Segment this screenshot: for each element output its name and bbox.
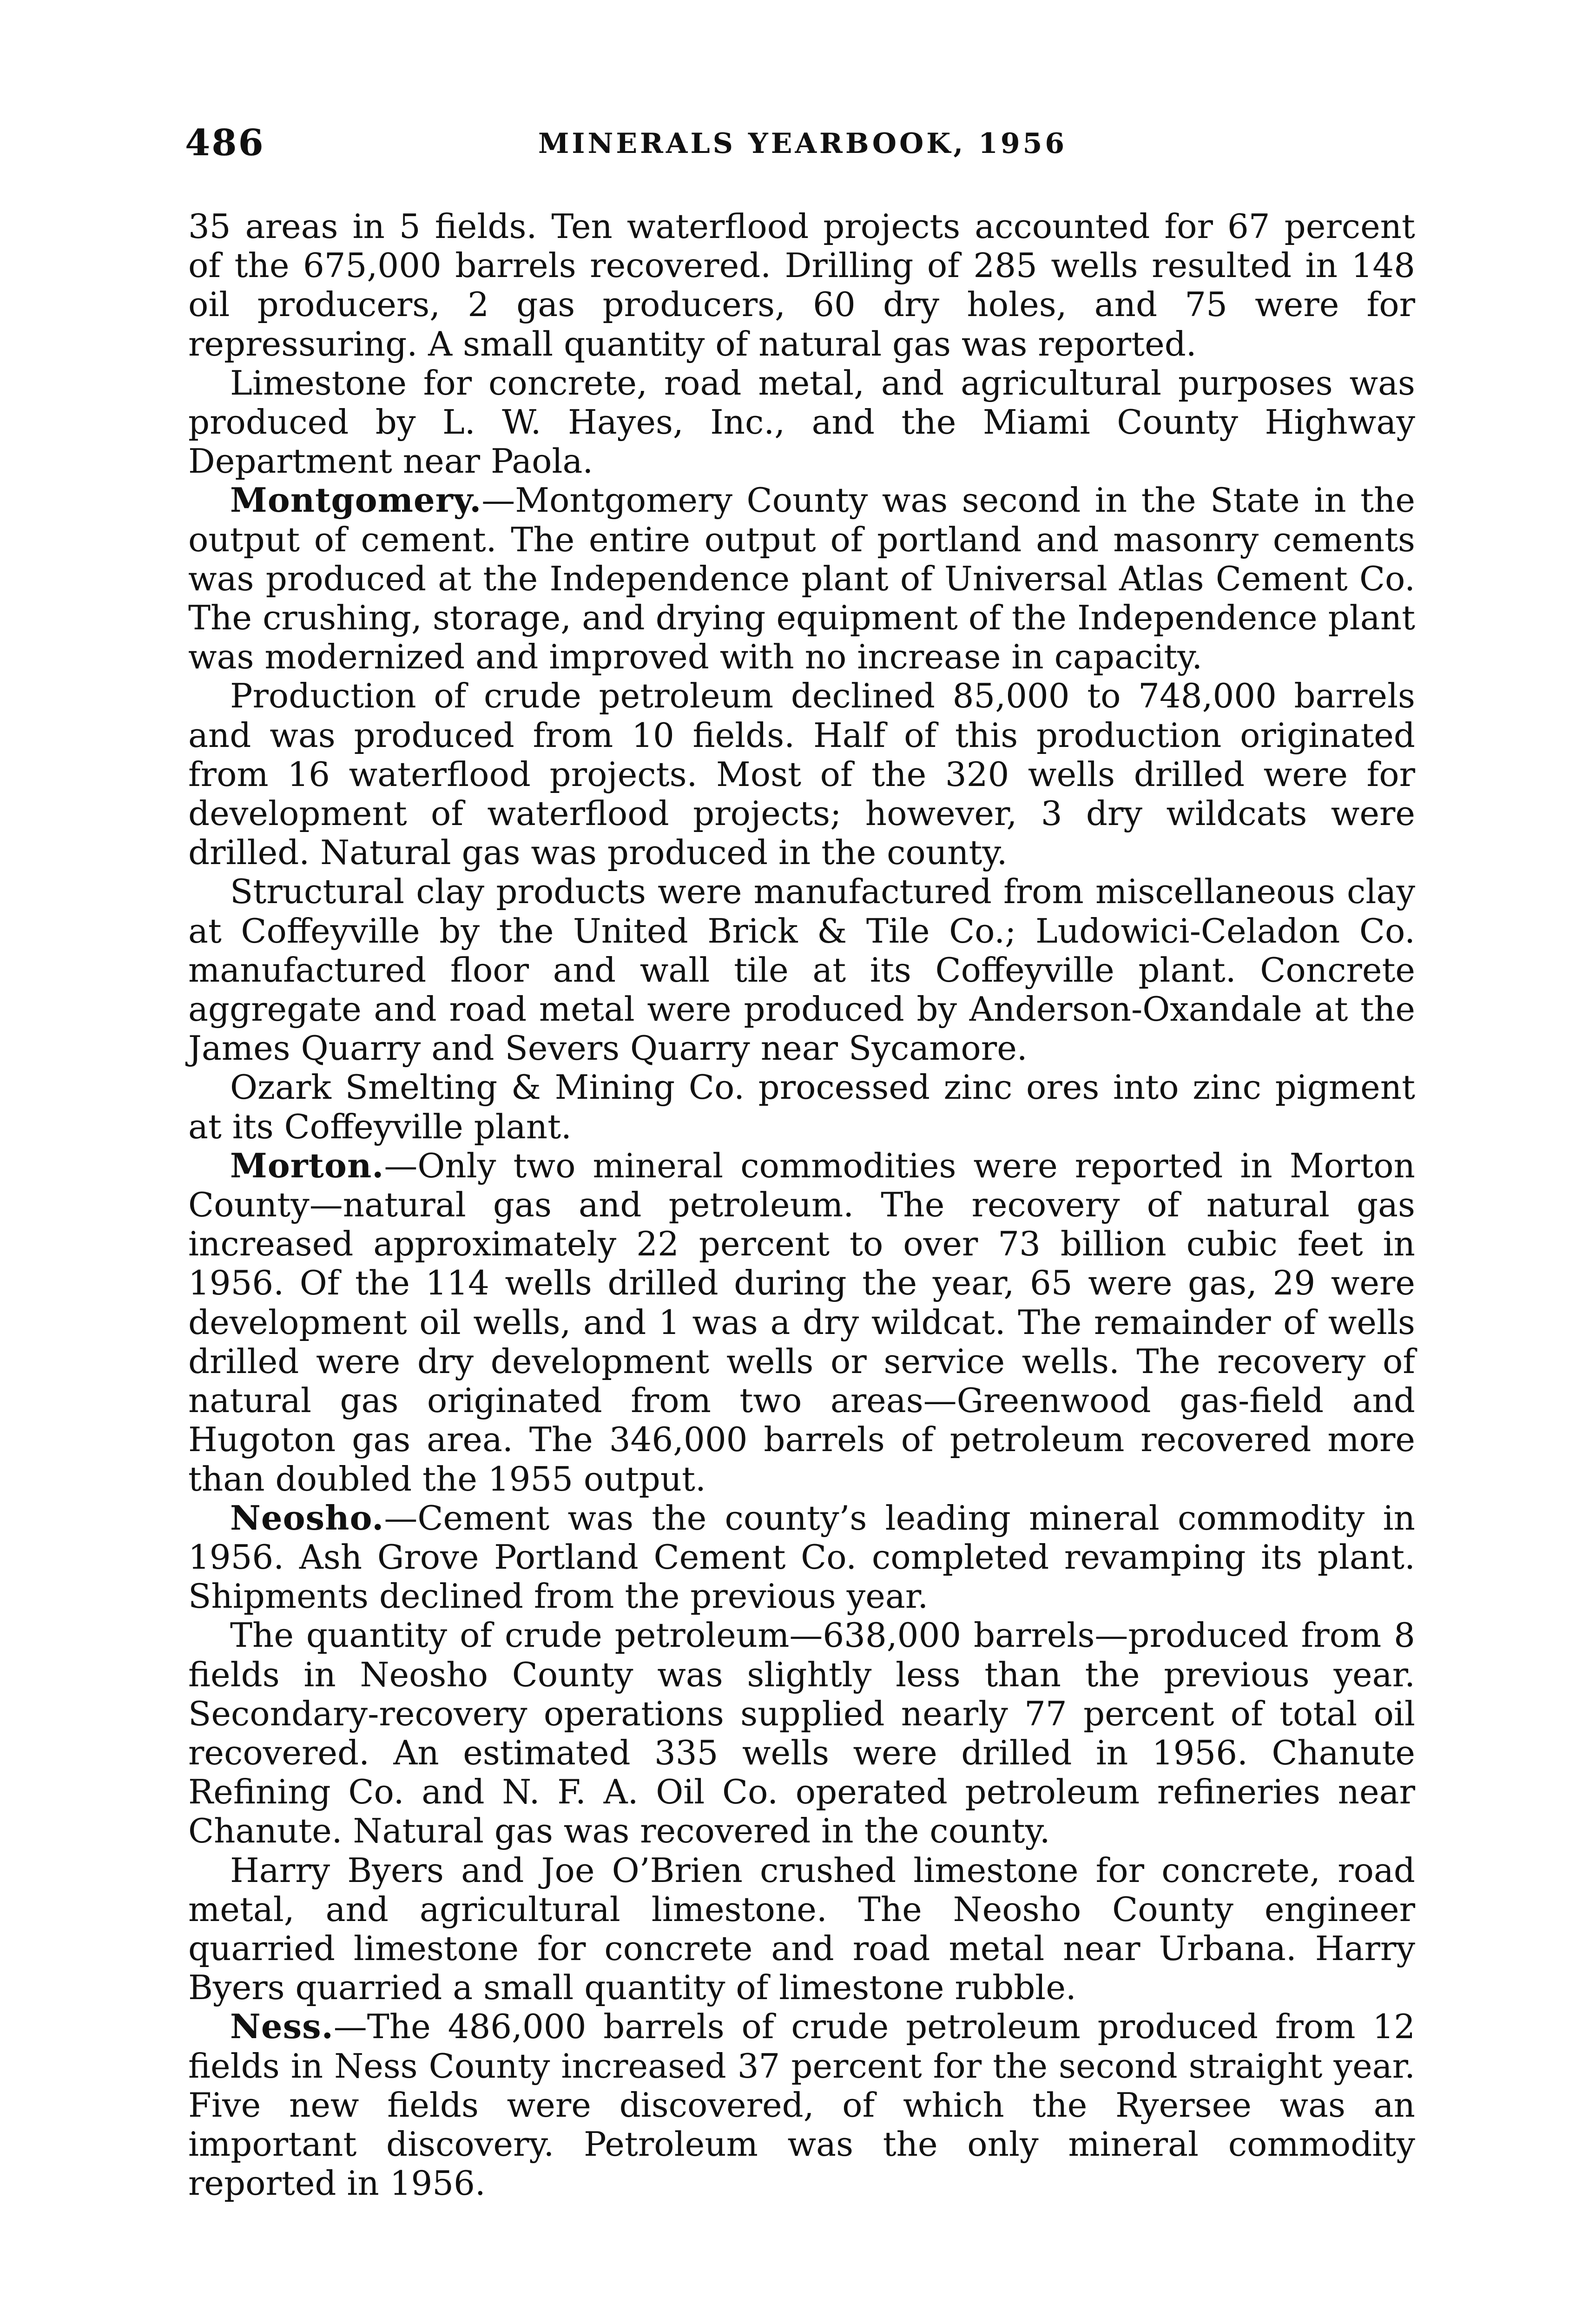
paragraph-morton — [188, 1146, 1415, 1499]
paragraph-ness — [188, 2007, 1415, 2203]
paragraph-text: The quantity of crude petroleum—638,000 barrels—produced from 8 fields in Neosho County was slightly less than the previous year. Secondary-recovery operations supplied nearly 77 percent of total oil recovered. An estimated 335 wells were drilled in 1956. Chanute Refining Co. and N. F. A. Oil Co. operated petroleum refineries near Chanute. Natural gas was recovered in the county. — [188, 1616, 1415, 1851]
paragraph-text: —Cement was the county’s leading mineral commodity in 1956. Ash Grove Portland Cement Co. completed revamping its plant. Shipments declined from the previous year. — [188, 1498, 1415, 1616]
county-heading-ness: Ness. — [230, 2007, 334, 2047]
paragraph-text: Structural clay products were manufactured from miscellaneous clay at Coffeyville by the United Brick & Tile Co.; Ludowici-Celadon Co. manufactured floor and wall tile at its Coffeyville plant. Concrete aggregate and road metal were produced by Anderson-Oxandale at the James Quarry and Severs Quarry near Sycamore. — [188, 872, 1415, 1068]
paragraph-neosho-limestone — [188, 1851, 1415, 2007]
paragraph-montgomery — [188, 481, 1415, 676]
paragraph-neosho-petroleum — [188, 1616, 1415, 1850]
page-header — [185, 122, 1417, 173]
county-heading-neosho: Neosho. — [230, 1498, 384, 1538]
paragraph-montgomery-zinc — [188, 1068, 1415, 1146]
county-heading-morton: Morton. — [230, 1145, 384, 1185]
paragraph-miami-limestone — [188, 363, 1415, 481]
running-head: MINERALS YEARBOOK, 1956 — [538, 127, 1068, 160]
paragraph-miami-continued — [188, 207, 1415, 363]
paragraph-text: —Only two mineral commodities were reported in Morton County—natural gas and petroleum. The recovery of natural gas increased approximately 22 percent to over 73 billion cubic feet in 1956. Of the 114 wells drilled during the year, 65 were gas, 29 were development oil wells, and 1 was a dry wildcat. The remainder of wells drilled were dry development wells or service wells. The recovery of natural gas originated from two areas—Greenwood gas-field and Hugoton gas area. The 346,000 barrels of petroleum recovered more than doubled the 1955 output. — [188, 1146, 1415, 1499]
county-heading-montgomery: Montgomery. — [230, 480, 482, 520]
paragraph-text: —Montgomery County was second in the State in the output of cement. The entire output of portland and masonry cements was produced at the Independence plant of Universal Atlas Cement Co. The crushing, storage, and drying equipment of the Independence plant was modernized and improved with no increase in capacity. — [188, 481, 1415, 677]
paragraph-montgomery-petroleum — [188, 676, 1415, 872]
page-number: 486 — [185, 122, 265, 164]
paragraph-text: Limestone for concrete, road metal, and agricultural purposes was produced by L. W. Hayes, Inc., and the Miami County Highway Department near Paola. — [188, 363, 1415, 481]
paragraph-text: —The 486,000 barrels of crude petroleum produced from 12 fields in Ness County increased 37 percent for the second straight year. Five new fields were discovered, of which the Ryersee was an important discovery. Petroleum was the only mineral commodity reported in 1956. — [188, 2007, 1415, 2203]
body-text — [188, 207, 1415, 2203]
paragraph-text: Harry Byers and Joe O’Brien crushed limestone for concrete, road metal, and agricultural limestone. The Neosho County engineer quarried limestone for concrete and road metal near Urbana. Harry Byers quarried a small quantity of limestone rubble. — [188, 1850, 1415, 2007]
paragraph-montgomery-clay — [188, 872, 1415, 1068]
paragraph-neosho — [188, 1499, 1415, 1616]
paragraph-text: Production of crude petroleum declined 85,000 to 748,000 barrels and was produced from 10 fields. Half of this production originated from 16 waterflood projects. Most of the 320 wells drilled were for development of waterflood projects; however, 3 dry wildcats were drilled. Natural gas was produced in the county. — [188, 676, 1415, 872]
paragraph-text: Ozark Smelting & Mining Co. processed zinc ores into zinc pigment at its Coffeyville plant. — [188, 1068, 1415, 1146]
paragraph-text: 35 areas in 5 fields. Ten waterflood projects accounted for 67 percent of the 675,000 barrels recovered. Drilling of 285 wells resulted in 148 oil producers, 2 gas producers, 60 dry holes, and 75 were for repressuring. A small quantity of natural gas was reported. — [188, 207, 1415, 363]
